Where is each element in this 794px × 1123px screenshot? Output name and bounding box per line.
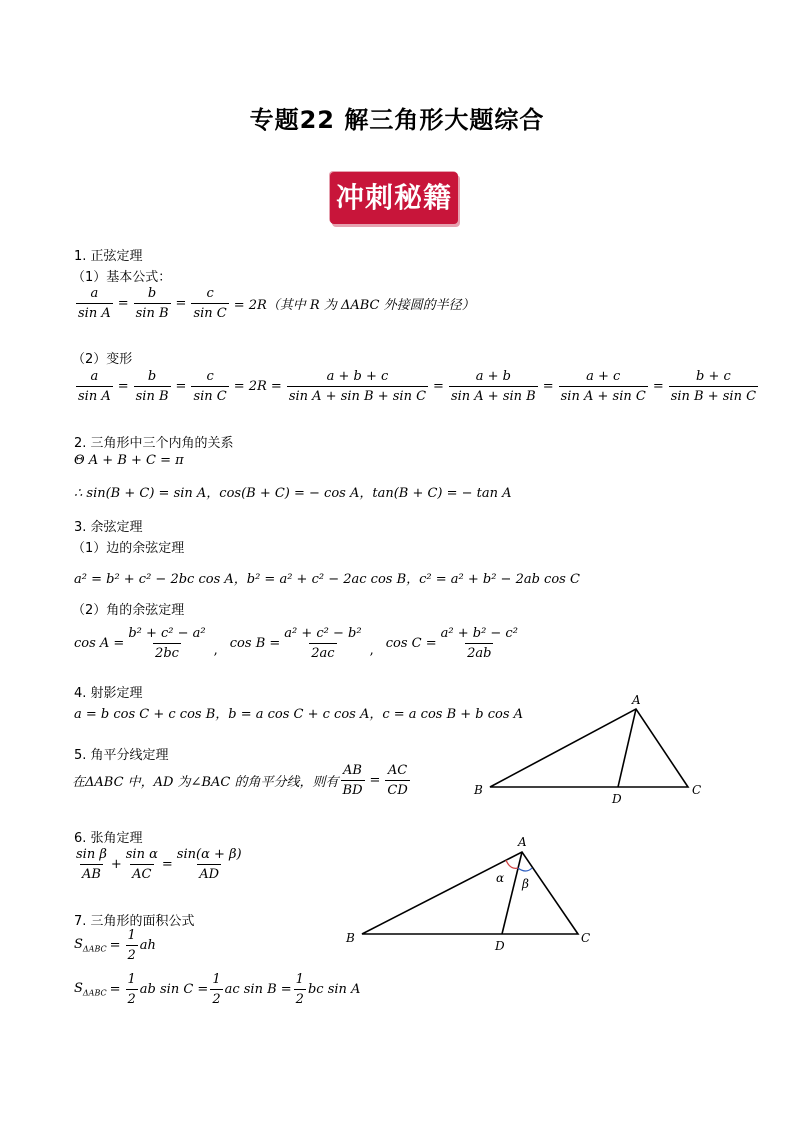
formula-area-2: [74, 972, 360, 1007]
vertex-a-label: A: [518, 835, 527, 849]
frac-den: sin A: [76, 386, 113, 404]
frac-num: 1: [127, 972, 136, 987]
frac-num: a + c: [586, 369, 621, 384]
frac-num: a² + b² − c²: [440, 626, 518, 641]
frac-den: sin C: [191, 386, 228, 404]
frac-den: 2ab: [465, 643, 493, 661]
frac-num: a + b: [475, 369, 511, 384]
vertex-a-label: A: [632, 693, 641, 707]
frac-num: a + b + c: [326, 369, 389, 384]
alpha-label: α: [496, 871, 505, 885]
heading-sine-law: 1. 正弦定理: [74, 249, 143, 264]
angle-alpha-arc: [506, 860, 518, 868]
area-subscript: ΔABC: [82, 988, 107, 998]
separator: ,: [213, 643, 218, 658]
heading-angle-relation: 2. 三角形中三个内角的关系: [74, 436, 234, 451]
heading-projection-law: 4. 射影定理: [74, 686, 143, 701]
frac-den: sin B + sin C: [669, 386, 758, 404]
area-subscript: ΔABC: [82, 944, 107, 954]
frac-num: b: [147, 369, 157, 384]
operator: =: [175, 296, 187, 311]
formula-tail: = 2R（其中 R 为 ΔABC 外接圆的半径）: [233, 298, 475, 313]
sub-basic-formula: （1）基本公式：: [72, 270, 172, 285]
frac-num: b² + c² − a²: [128, 626, 206, 641]
area-term: bc sin A: [307, 982, 361, 997]
frac-den: AD: [197, 864, 221, 882]
frac-num: c: [206, 286, 214, 301]
bisector-ad: [618, 709, 636, 787]
triangle-abc: [490, 709, 688, 787]
formula-spread-angle: [72, 847, 246, 882]
frac-num: a: [90, 369, 99, 384]
angle-sum-line: Θ A + B + C = π: [74, 453, 184, 468]
frac-den: sin B: [134, 303, 171, 321]
point-d-label: D: [495, 939, 505, 953]
angle-identities-line: ∴ sin(B + C) = sin A，cos(B + C) = − cos A，tan(B + C) = − tan A: [74, 486, 512, 501]
sub-side-cosine: （1）边的余弦定理: [72, 541, 185, 556]
formula-area-1: [74, 928, 156, 963]
area-symbol: [74, 981, 107, 998]
cos-label: cos C =: [385, 636, 437, 651]
frac-num: a² + c² − b²: [284, 626, 362, 641]
operator: =: [542, 379, 554, 394]
vertex-b-label: B: [474, 783, 483, 797]
formula-sine-basic: [74, 286, 475, 321]
operator: =: [117, 379, 129, 394]
frac-num: sin α: [125, 847, 158, 862]
operator: =: [175, 379, 187, 394]
formula-cosine-angles: [74, 626, 522, 661]
frac-den: sin A + sin B + sin C: [287, 386, 428, 404]
heading-cosine-law: 3. 余弦定理: [74, 520, 143, 535]
frac-den: sin A + sin B: [449, 386, 538, 404]
operator: =: [109, 938, 121, 953]
frac-num: AC: [387, 763, 408, 778]
frac-num: 1: [212, 972, 221, 987]
frac-den: CD: [385, 780, 409, 798]
operator: =: [652, 379, 664, 394]
segment-ad: [502, 852, 522, 934]
operator: +: [110, 857, 122, 872]
frac-den: 2: [294, 989, 306, 1007]
frac-den: 2: [126, 989, 138, 1007]
frac-den: sin C: [191, 303, 228, 321]
frac-den: 2: [126, 945, 138, 963]
cosine-side-line: a² = b² + c² − 2bc cos A，b² = a² + c² − 2ac cos B，c² = a² + b² − 2ab cos C: [74, 572, 580, 587]
operator: =: [117, 296, 129, 311]
frac-den: sin A + sin C: [559, 386, 648, 404]
section-badge: [330, 172, 458, 224]
area-s: S: [74, 937, 83, 953]
frac-num: b: [147, 286, 157, 301]
area-term: ac sin B =: [224, 982, 292, 997]
formula-bisector: [72, 763, 412, 798]
cos-label: cos B =: [229, 636, 281, 651]
frac-num: 1: [295, 972, 304, 987]
page-title: 专题22 解三角形大题综合: [249, 106, 545, 134]
formula-sine-variant: [74, 369, 760, 404]
frac-den: 2bc: [153, 643, 181, 661]
beta-label: β: [522, 877, 529, 891]
point-d-label: D: [612, 792, 622, 806]
triangle-abc: [362, 852, 578, 934]
heading-spread-angle-law: 6. 张角定理: [74, 831, 143, 846]
frac-num: AB: [343, 763, 362, 778]
area-symbol: [74, 937, 107, 954]
sub-angle-cosine: （2）角的余弦定理: [72, 603, 185, 618]
cos-label: cos A =: [74, 636, 125, 651]
frac-num: a: [90, 286, 99, 301]
frac-den: sin B: [134, 386, 171, 404]
heading-area-formula: 7. 三角形的面积公式: [74, 914, 195, 929]
frac-num: 1: [127, 928, 136, 943]
frac-den: AB: [80, 864, 103, 882]
badge-label: 冲刺秘籍: [335, 181, 452, 214]
angle-beta-arc: [518, 868, 532, 871]
area-s: S: [74, 981, 83, 997]
separator: ,: [369, 643, 374, 658]
formula-mid: = 2R =: [233, 379, 282, 394]
frac-num: sin(α + β): [176, 847, 242, 862]
triangle-figure-spread-angle: [340, 830, 600, 955]
area-term: ab sin C =: [139, 982, 209, 997]
operator: =: [369, 773, 381, 788]
triangle-figure-bisector: [468, 690, 708, 810]
heading-bisector-law: 5. 角平分线定理: [74, 748, 169, 763]
vertex-b-label: B: [346, 931, 355, 945]
frac-den: AC: [130, 864, 153, 882]
operator: =: [433, 379, 444, 394]
frac-den: 2ac: [309, 643, 336, 661]
frac-den: BD: [341, 780, 365, 798]
bisector-text: 在ΔABC 中，AD 为∠BAC 的角平分线，则有: [72, 775, 339, 790]
sub-variant: （2）变形: [72, 352, 133, 367]
frac-num: sin β: [76, 847, 107, 862]
frac-num: c: [206, 369, 214, 384]
frac-den: 2: [210, 989, 222, 1007]
vertex-c-label: C: [581, 931, 591, 945]
operator: =: [161, 857, 173, 872]
operator: =: [109, 982, 121, 997]
area-term: ah: [139, 938, 156, 953]
frac-den: sin A: [76, 303, 113, 321]
projection-line: a = b cos C + c cos B，b = a cos C + c cos A，c = a cos B + b cos A: [74, 707, 524, 722]
vertex-c-label: C: [692, 783, 702, 797]
frac-num: b + c: [696, 369, 731, 384]
